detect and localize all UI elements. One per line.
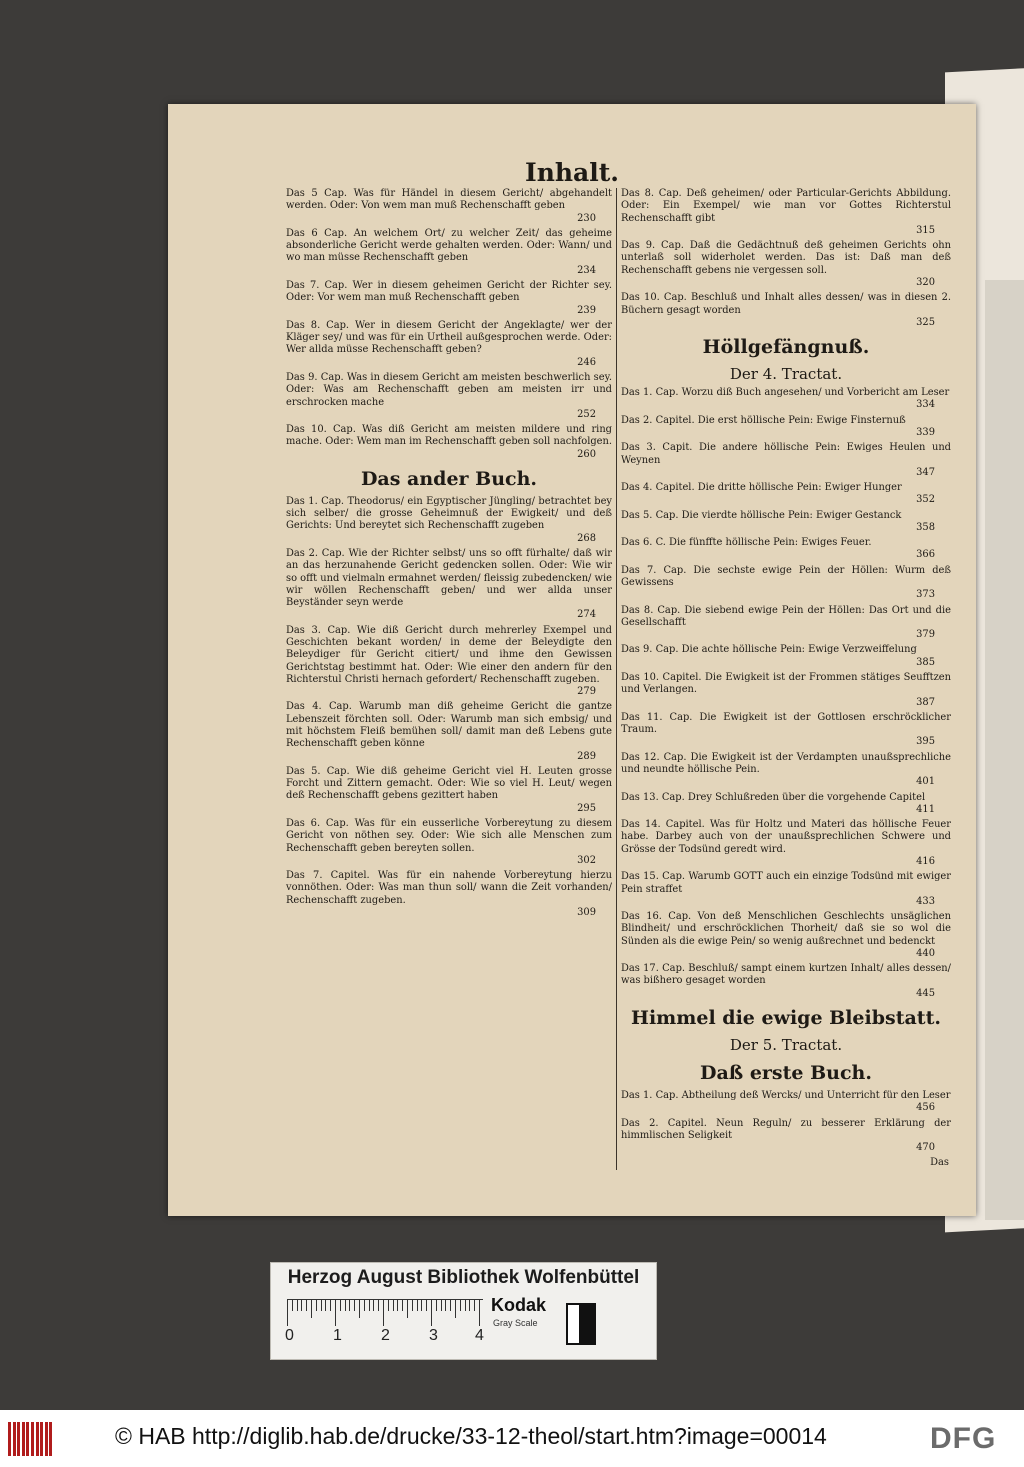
barcode-bar bbox=[36, 1422, 39, 1456]
toc-entry-text: Das 2. Capitel. Die erst höllische Pein: Ewige Finsternuß bbox=[621, 414, 906, 426]
gray-scale-patch bbox=[566, 1303, 596, 1345]
ruler-tick bbox=[388, 1300, 389, 1311]
toc-page-number: 387 bbox=[916, 696, 935, 708]
toc-entry-text: Das 5. Cap. Die vierdte höllische Pein: Ewiger Gestanck bbox=[621, 509, 902, 521]
ruler-tick bbox=[441, 1300, 442, 1311]
ruler-tick bbox=[292, 1300, 293, 1311]
ruler-number: 2 bbox=[381, 1327, 390, 1344]
toc-entry-text: Das 6. Cap. Was für ein eusserliche Vorbereytung zu diesem Gericht von nöthen sey. Oder: Wie sich alle Menschen zum Rechenschafft geben bereyten sollen. bbox=[286, 817, 612, 854]
barcode-bar bbox=[17, 1422, 20, 1456]
toc-page-number: 268 bbox=[577, 532, 596, 544]
ruler-tick bbox=[397, 1300, 398, 1311]
toc-page-number: 260 bbox=[577, 448, 596, 460]
toc-entry bbox=[621, 292, 951, 329]
toc-page-number: 347 bbox=[916, 466, 935, 478]
toc-entry-text: Das 5. Cap. Wie diß geheime Gericht viel H. Leuten grosse Forcht und Zittern gemacht. Oder: Wie so viel H. Leut/ wegen deß Rechenschafft gebens gezittert haben bbox=[286, 765, 612, 802]
toc-entry bbox=[621, 963, 951, 1000]
ruler-tick bbox=[383, 1300, 384, 1326]
toc-entry-text: Das 3. Cap. Wie diß Gericht durch mehrerley Exempel und Geschichten bekant worden/ in deme der Beleydigte den Beleydiger für Gericht citiert/ und ihme den Gewissen Gerichtstag bestimmt hat. Oder: Wie einer den andern für den Richterstul Christi hernach gefordert/ Rechenschafft zugeben. bbox=[286, 624, 612, 685]
toc-entry-text: Das 3. Capit. Die andere höllische Pein: Ewiges Heulen und Weynen bbox=[621, 442, 951, 466]
ruler-tick bbox=[469, 1300, 470, 1311]
toc-column-right bbox=[621, 188, 951, 1170]
toc-entry bbox=[621, 565, 951, 602]
ruler-tick bbox=[335, 1300, 336, 1326]
toc-page-number: 252 bbox=[577, 408, 596, 420]
toc-page-number: 309 bbox=[577, 906, 596, 918]
barcode-bar bbox=[49, 1422, 52, 1456]
toc-entry bbox=[621, 712, 951, 749]
toc-page-number: 445 bbox=[916, 987, 935, 999]
ruler-tick bbox=[321, 1300, 322, 1311]
ruler-tick bbox=[465, 1300, 466, 1311]
ruler-tick bbox=[306, 1300, 307, 1311]
ruler-tick bbox=[330, 1300, 331, 1311]
barcode-bar bbox=[31, 1422, 34, 1456]
toc-entry bbox=[621, 537, 951, 562]
toc-entry bbox=[621, 1118, 951, 1155]
toc-entry-text: Das 9. Cap. Die achte höllische Pein: Ewige Verzweiffelung bbox=[621, 644, 917, 656]
toc-entry bbox=[621, 1090, 951, 1115]
ruler-tick bbox=[369, 1300, 370, 1311]
toc-page-number: 339 bbox=[916, 426, 935, 438]
toc-entry bbox=[621, 442, 951, 479]
ruler-tick bbox=[325, 1300, 326, 1311]
toc-entry-text: Das 2. Cap. Wie der Richter selbst/ uns so offt fürhalte/ daß wir an das herzunahende Gericht gedencken sollen. Oder: Wie wir so offt und vielmaln ermahnet werden/ fleissig zubedencken/ wie wir wöllen Rechenschafft geben/ und wer allda unser Beyständer seyn werde bbox=[286, 548, 612, 609]
ruler-tick bbox=[354, 1300, 355, 1311]
barcode-bar bbox=[8, 1422, 11, 1456]
library-label-card bbox=[270, 1262, 657, 1360]
toc-page-number: 366 bbox=[916, 549, 935, 561]
ruler-tick bbox=[412, 1300, 413, 1311]
toc-entry-text: Das 8. Cap. Die siebend ewige Pein der Höllen: Das Ort und die Gesellschafft bbox=[621, 604, 951, 628]
section-subheading: Der 5. Tractat. bbox=[729, 1036, 843, 1055]
toc-page-number: 416 bbox=[916, 855, 935, 867]
ruler-number: 1 bbox=[333, 1327, 342, 1344]
gray-scale-label: Gray Scale bbox=[493, 1318, 538, 1328]
scale-ruler bbox=[287, 1299, 483, 1326]
toc-entry bbox=[621, 792, 951, 817]
toc-page-number: 373 bbox=[916, 589, 935, 601]
toc-entry-text: Das 9. Cap. Daß die Gedächtnuß deß geheimen Gerichts ohn unterlaß soll widerholet werden. Das ist: Daß man deß Rechenschafft gebens nie vergessen soll. bbox=[621, 240, 951, 276]
toc-page-number: 230 bbox=[577, 212, 596, 224]
ruler-tick bbox=[445, 1300, 446, 1311]
toc-entry-text: Das 8. Cap. Wer in diesem Gericht der Angeklagte/ wer der Kläger sey/ und was für ein Urtheil außgesprochen werde. Oder: Wer allda müsse Rechenschafft geben? bbox=[286, 319, 612, 356]
section-subheading: Der 4. Tractat. bbox=[729, 365, 843, 384]
ruler-tick bbox=[450, 1300, 451, 1311]
toc-entry bbox=[286, 424, 612, 461]
toc-entry bbox=[621, 188, 951, 237]
toc-entry-text: Das 6. C. Die fünffte höllische Pein: Ewiges Feuer. bbox=[621, 537, 872, 549]
ruler-tick bbox=[421, 1300, 422, 1311]
toc-page-number: 246 bbox=[577, 356, 596, 368]
ruler-tick bbox=[345, 1300, 346, 1311]
toc-page-number: 279 bbox=[577, 686, 596, 698]
ruler-tick bbox=[393, 1300, 394, 1311]
ruler-tick bbox=[301, 1300, 302, 1311]
toc-entry-text: Das 14. Capitel. Was für Holtz und Materi das höllische Feuer habe. Darbey auch von der unaußsprechlichen Schwere und Grösse der Todsünd geredt wird. bbox=[621, 819, 951, 855]
toc-entry-text: Das 10. Cap. Beschluß und Inhalt alles dessen/ was in diesen 2. Büchern gesagt worden bbox=[621, 292, 951, 316]
hab-barcode-icon bbox=[8, 1422, 52, 1456]
page-header: Inhalt. bbox=[525, 158, 619, 187]
toc-entry bbox=[286, 280, 612, 317]
toc-page-number: 295 bbox=[577, 802, 596, 814]
toc-entry bbox=[621, 819, 951, 868]
barcode-bar bbox=[22, 1422, 25, 1456]
adjacent-page-sheet bbox=[985, 280, 1024, 1220]
toc-entry bbox=[621, 672, 951, 709]
barcode-bar bbox=[45, 1422, 48, 1456]
ruler-tick bbox=[436, 1300, 437, 1311]
catchword: Das bbox=[930, 1157, 949, 1169]
toc-entry bbox=[621, 415, 951, 440]
ruler-number: 0 bbox=[285, 1327, 294, 1344]
toc-page-number: 385 bbox=[916, 656, 935, 668]
toc-entry bbox=[621, 871, 951, 908]
ruler-number: 3 bbox=[429, 1327, 438, 1344]
ruler-tick bbox=[297, 1300, 298, 1311]
section-heading: Das ander Buch. bbox=[360, 467, 538, 490]
toc-entry bbox=[621, 387, 951, 412]
ruler-tick bbox=[349, 1300, 350, 1311]
section-heading: Daß erste Buch. bbox=[700, 1062, 872, 1085]
toc-entry bbox=[286, 372, 612, 421]
ruler-tick bbox=[378, 1300, 379, 1311]
ruler-tick bbox=[407, 1300, 408, 1318]
toc-page-number: 379 bbox=[916, 629, 935, 641]
toc-entry-text: Das 17. Cap. Beschluß/ sampt einem kurtzen Inhalt/ alles dessen/ was bißhero gesaget worden bbox=[621, 963, 951, 987]
section-heading: Höllgefängnuß. bbox=[702, 336, 870, 359]
toc-entry bbox=[621, 752, 951, 789]
toc-page-number: 325 bbox=[916, 316, 935, 328]
kodak-logo: Kodak bbox=[491, 1295, 547, 1315]
toc-entry bbox=[621, 510, 951, 535]
viewer-footer bbox=[0, 1410, 1024, 1467]
toc-page-number: 289 bbox=[577, 750, 596, 762]
toc-entry-text: Das 1. Cap. Abtheilung deß Wercks/ und Unterricht für den Leser bbox=[621, 1090, 951, 1102]
ruler-tick bbox=[340, 1300, 341, 1311]
toc-page-number: 433 bbox=[916, 895, 935, 907]
toc-entry-text: Das 4. Capitel. Die dritte höllische Pein: Ewiger Hunger bbox=[621, 482, 902, 494]
ruler-tick bbox=[373, 1300, 374, 1311]
toc-entry-text: Das 12. Cap. Die Ewigkeit ist der Verdampten unaußsprechliche und neundte höllische Pein. bbox=[621, 751, 951, 775]
ruler-tick bbox=[287, 1300, 288, 1326]
toc-entry-text: Das 15. Cap. Warumb GOTT auch ein einzige Todsünd mit ewiger Pein straffet bbox=[621, 871, 951, 895]
ruler-tick bbox=[431, 1300, 432, 1326]
ruler-tick bbox=[311, 1300, 312, 1318]
source-url-link[interactable]: © HAB http://diglib.hab.de/drucke/33-12-theol/start.htm?image=00014 bbox=[115, 1423, 827, 1449]
toc-page-number: 302 bbox=[577, 854, 596, 866]
book-page bbox=[168, 104, 976, 1216]
toc-entry bbox=[621, 911, 951, 960]
section-heading: Himmel die ewige Bleibstatt. bbox=[631, 1007, 941, 1030]
ruler-tick bbox=[359, 1300, 360, 1318]
toc-entry-text: Das 4. Cap. Warumb man diß geheime Gericht die gantze Lebenszeit förchten soll. Oder: Warumb man sich embsig/ und mit höchstem Fleiß bemühen soll/ damit man deß Lebens gute Rechenschafft geben könne bbox=[286, 701, 612, 750]
toc-page-number: 315 bbox=[916, 224, 935, 236]
toc-entry bbox=[621, 644, 951, 669]
ruler-number: 4 bbox=[475, 1327, 484, 1344]
toc-entry bbox=[286, 766, 612, 815]
toc-column-left bbox=[286, 188, 612, 922]
barcode-bar bbox=[13, 1422, 16, 1456]
toc-entry-text: Das 1. Cap. Worzu diß Buch angesehen/ und Vorbericht am Leser bbox=[621, 387, 950, 399]
ruler-tick bbox=[417, 1300, 418, 1311]
toc-page-number: 358 bbox=[916, 521, 935, 533]
toc-entry-text: Das 16. Cap. Von deß Menschlichen Geschlechts unsäglichen Blindheit/ und erschröcklichen Thorheit/ daß sie so wol die Sünden als die ewige Pein/ so wenig außrechnet und bedenckt bbox=[621, 911, 951, 947]
toc-entry bbox=[286, 320, 612, 369]
toc-page-number: 395 bbox=[916, 736, 935, 748]
toc-entry-text: Das 7. Capitel. Was für ein nahende Vorbereytung hierzu vonnöthen. Oder: Was man thun soll/ wann die Zeit vorhanden/ Rechenschafft zugeben. bbox=[286, 870, 612, 906]
toc-page-number: 401 bbox=[916, 776, 935, 788]
toc-page-number: 239 bbox=[577, 304, 596, 316]
toc-entry-text: Das 8. Cap. Deß geheimen/ oder Particular-Gerichts Abbildung. Oder: Ein Exempel/ wie man vor Gottes Richterstul Rechenschafft gibt bbox=[621, 188, 951, 224]
ruler-tick bbox=[402, 1300, 403, 1311]
toc-entry bbox=[286, 496, 612, 545]
toc-entry bbox=[286, 625, 612, 699]
toc-page-number: 440 bbox=[916, 947, 935, 959]
toc-page-number: 274 bbox=[577, 609, 596, 621]
toc-entry-text: Das 5 Cap. Was für Händel in diesem Gericht/ abgehandelt werden. Oder: Von wem man muß Rechenschafft geben bbox=[286, 188, 612, 212]
ruler-tick bbox=[426, 1300, 427, 1311]
ruler-tick bbox=[474, 1300, 475, 1311]
toc-entry bbox=[621, 240, 951, 289]
ruler-tick bbox=[460, 1300, 461, 1311]
dfg-logo: DFG bbox=[930, 1422, 997, 1455]
toc-entry-text: Das 7. Cap. Wer in diesem geheimen Gericht der Richter sey. Oder: Vor wem man muß Rechenschafft geben bbox=[286, 279, 612, 304]
ruler-tick bbox=[479, 1300, 480, 1326]
toc-page-number: 470 bbox=[916, 1142, 935, 1154]
ruler-tick bbox=[316, 1300, 317, 1311]
barcode-bar bbox=[26, 1422, 29, 1456]
column-divider bbox=[616, 188, 617, 1170]
toc-entry-text: Das 10. Cap. Was diß Gericht am meisten mildere und ring mache. Oder: Wem man im Rechenschafft geben soll nachfolgen. bbox=[286, 424, 613, 448]
toc-page-number: 234 bbox=[577, 264, 596, 276]
ruler-tick bbox=[364, 1300, 365, 1311]
toc-entry bbox=[286, 548, 612, 622]
ruler-tick bbox=[455, 1300, 456, 1318]
library-name: Herzog August Bibliothek Wolfenbüttel bbox=[287, 1267, 640, 1288]
toc-page-number: 320 bbox=[916, 276, 935, 288]
toc-entry-text: Das 13. Cap. Drey Schlußreden über die vorgehende Capitel bbox=[621, 791, 926, 803]
toc-entry-text: Das 11. Cap. Die Ewigkeit ist der Gottlosen erschröcklicher Traum. bbox=[621, 711, 951, 736]
barcode-bar bbox=[40, 1422, 43, 1456]
toc-entry-text: Das 1. Cap. Theodorus/ ein Egyptischer Jüngling/ betrachtet bey sich selber/ die grosse Geheimnuß der Ewigkeit/ und deß Gerichts: Und bereytet sich Rechenschafft zugeben bbox=[286, 495, 612, 532]
toc-entry-text: Das 10. Capitel. Die Ewigkeit ist der Frommen stätiges Seufftzen und Verlangen. bbox=[621, 672, 951, 696]
toc-entry bbox=[286, 818, 612, 867]
toc-page-number: 334 bbox=[916, 399, 935, 411]
toc-entry bbox=[286, 701, 612, 762]
toc-entry bbox=[286, 188, 612, 225]
toc-page-number: 456 bbox=[916, 1102, 935, 1114]
toc-entry bbox=[621, 605, 951, 642]
toc-entry bbox=[286, 228, 612, 277]
toc-entry-text: Das 7. Cap. Die sechste ewige Pein der Höllen: Wurm deß Gewissens bbox=[621, 564, 951, 589]
toc-entry bbox=[621, 482, 951, 507]
toc-page-number: 352 bbox=[916, 494, 935, 506]
toc-page-number: 411 bbox=[916, 803, 935, 815]
toc-entry-text: Das 6 Cap. An welchem Ort/ zu welcher Zeit/ das geheime absonderliche Gericht werde gehalten werden. Oder: Wann/ und wo man müsse Rechenschafft geben bbox=[286, 227, 612, 264]
toc-entry-text: Das 9. Cap. Was in diesem Gericht am meisten beschwerlich sey. Oder: Was am Rechenschafft geben am meisten irr und erschrocken mache bbox=[286, 371, 612, 408]
toc-entry-text: Das 2. Capitel. Neun Reguln/ zu besserer Erklärung der himmlischen Seligkeit bbox=[621, 1117, 951, 1141]
toc-entry bbox=[286, 870, 612, 919]
